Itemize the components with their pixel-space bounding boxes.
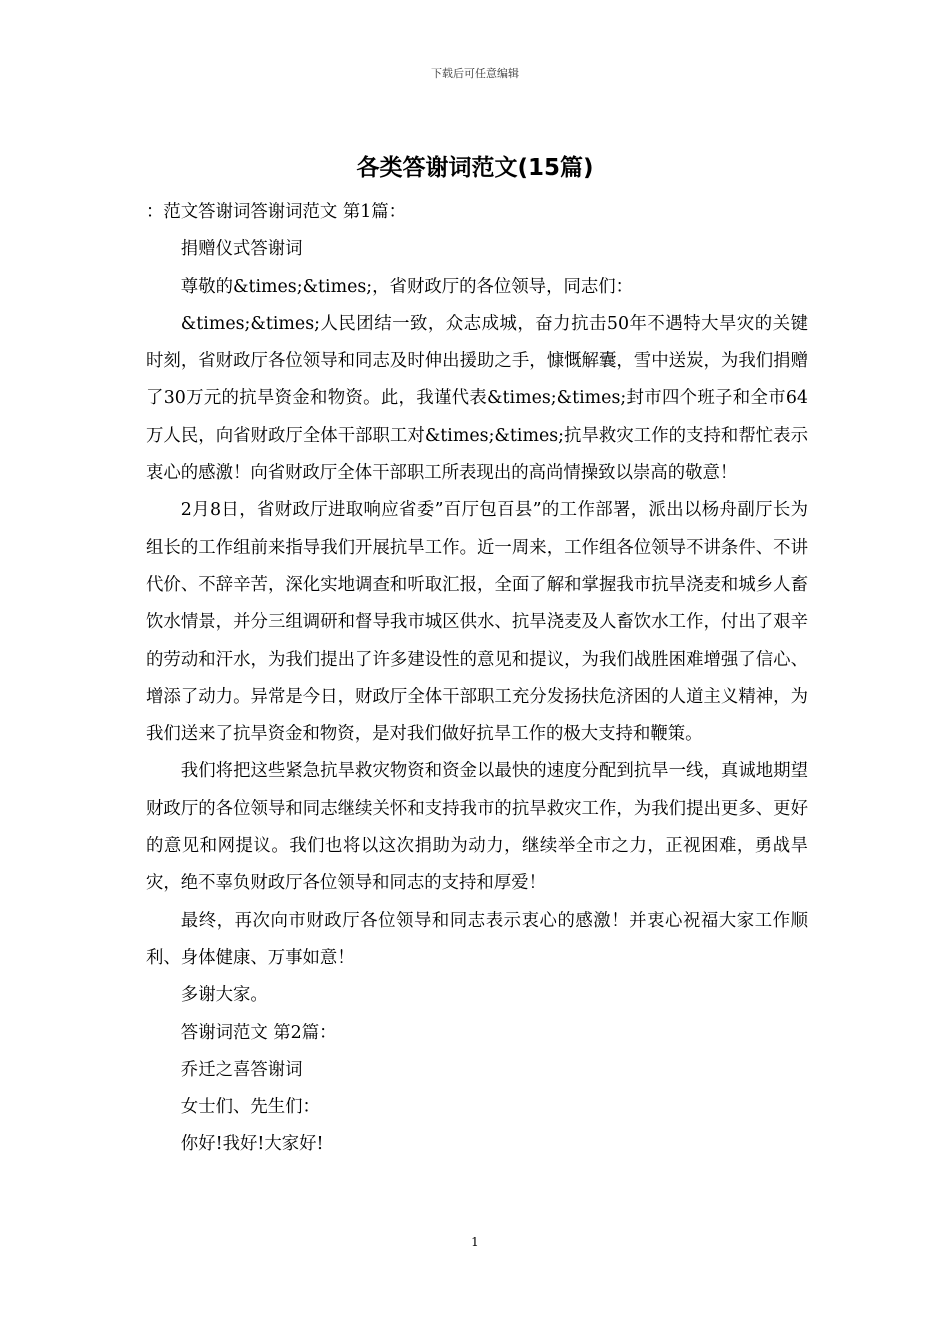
paragraph-salutation-2: 女士们、先生们： (180, 1097, 320, 1118)
paragraph-subtitle-1: 捐赠仪式答谢词 (180, 239, 303, 260)
paragraph-body: 2月8日，省财政厅进取响应省委”百厅包百县”的工作部署，派出以杨舟副厅长为组长的工作组前来指导我们开展抗旱工作。近一周来，工作组各位领导不讲条件、不讲代价、不辞辛苦，深化实地调查和听取汇报，全面了解和掌握我市抗旱浇麦和城乡人畜饮水情景，并分三组调研和督导我市城区供水、抗旱浇麦及人畜饮水工作，付出了艰辛的劳动和汗水，为我们提出了许多建设性的意见和提议，为我们战胜困难增强了信心、增添了动力。异常是今日，财政厅全体干部职工充分发扬扶危济困的人道主义精神，为我们送来了抗旱资金和物资，是对我们做好抗旱工作的极大支持和鞭策。 (146, 500, 808, 745)
section-heading-2: 答谢词范文 第2篇： (180, 1022, 337, 1043)
page-number: 1 (471, 1235, 479, 1249)
document-body (146, 194, 808, 1164)
paragraph-salutation-1: 尊敬的&times;&times;，省财政厅的各位领导，同志们： (180, 276, 634, 297)
paragraph-closing: 多谢大家。 (180, 985, 268, 1006)
paragraph-body: 最终，再次向市财政厅各位领导和同志表示衷心的感激！并衷心祝福大家工作顺利、身体健康、万事如意！ (146, 910, 808, 968)
paragraph-body: 我们将把这些紧急抗旱救灾物资和资金以最快的速度分配到抗旱一线，真诚地期望财政厅的各位领导和同志继续关怀和支持我市的抗旱救灾工作，为我们提出更多、更好的意见和网提议。我们也将以这次捐助为动力，继续举全市之力，正视困难，勇战旱灾，绝不辜负财政厅各位领导和同志的支持和厚爱！ (146, 761, 808, 894)
page-header-note: 下载后可任意编辑 (431, 67, 519, 80)
paragraph-body: &times;&times;人民团结一致，众志成城，奋力抗击50年不遇特大旱灾的关键时刻，省财政厅各位领导和同志及时伸出援助之手，慷慨解囊，雪中送炭，为我们捐赠了30万元的抗旱资金和物资。此，我谨代表&times;&times;封市四个班子和全市64万人民，向省财政厅全体干部职工对&times;&times;抗旱救灾工作的支持和帮忙表示衷心的感激！向省财政厅全体干部职工所表现出的高尚情操致以崇高的敬意！ (146, 313, 808, 484)
paragraph-greeting: 你好!我好!大家好! (180, 1134, 324, 1155)
document-title: 各类答谢词范文(15篇) (356, 155, 594, 181)
paragraph-subtitle-2: 乔迁之喜答谢词 (180, 1059, 303, 1080)
section-heading-1: ：范文答谢词答谢词范文 第1篇： (146, 202, 407, 222)
